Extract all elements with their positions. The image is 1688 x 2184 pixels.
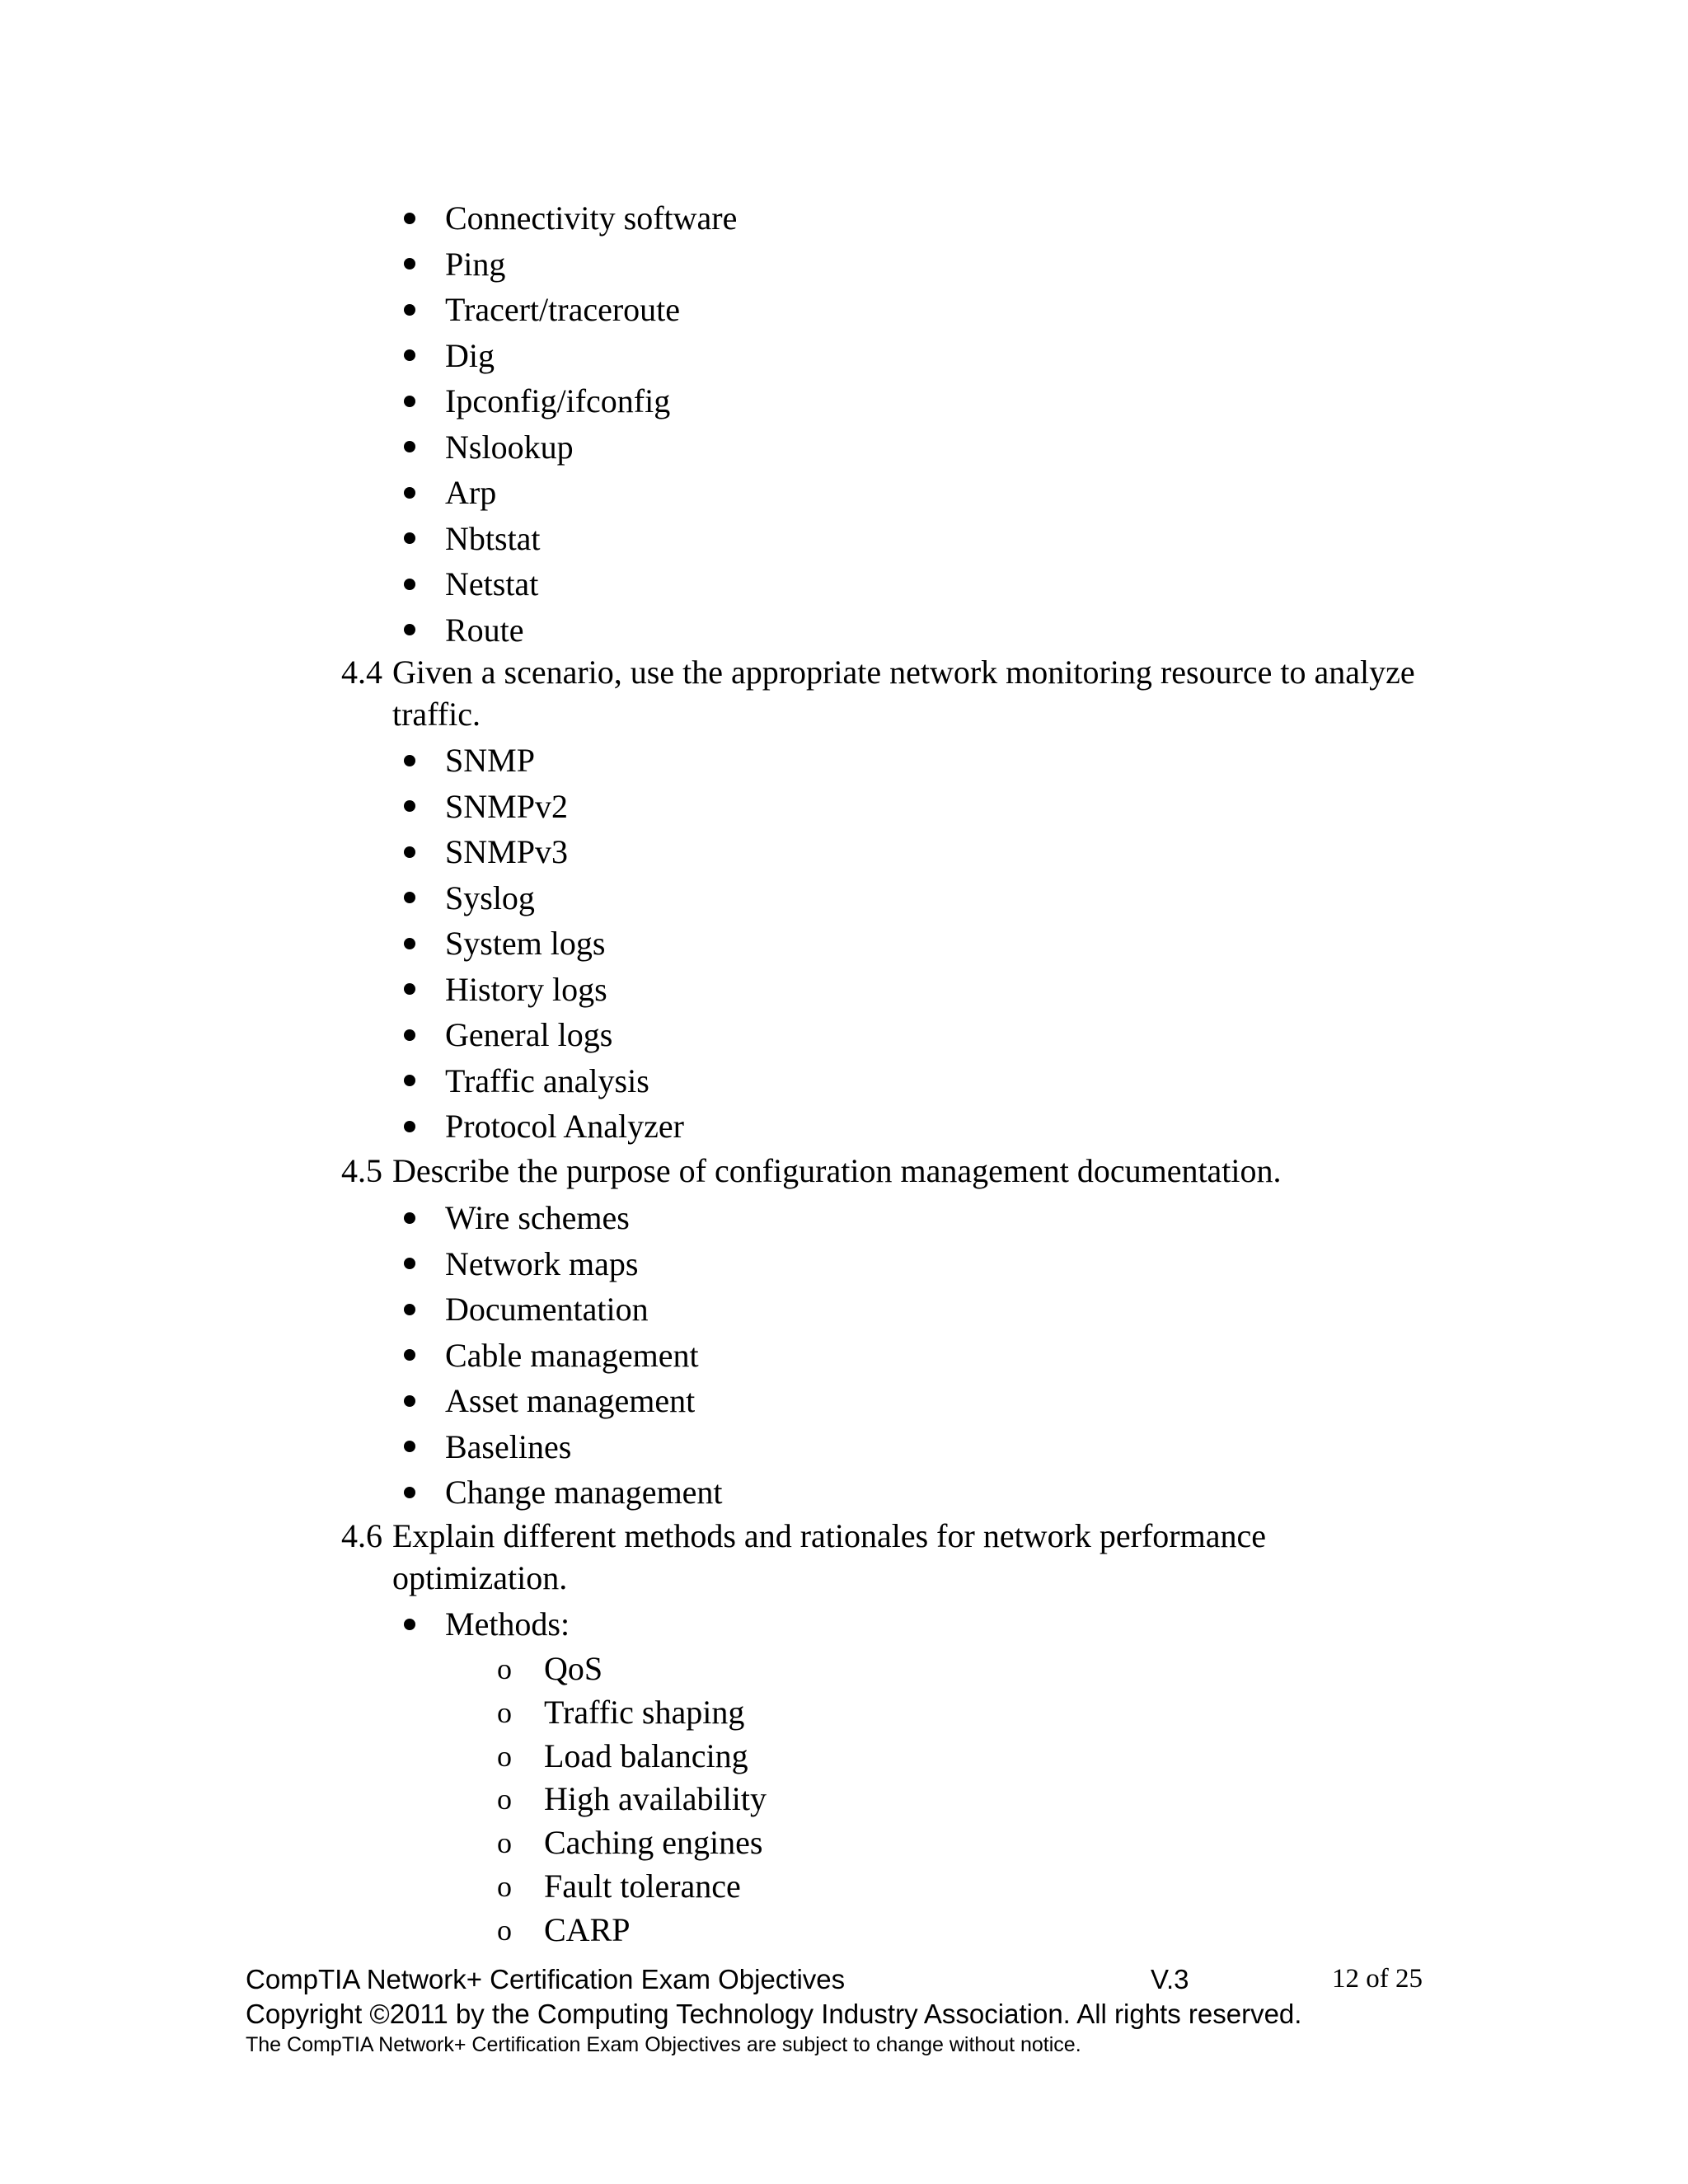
- list-item: Change management: [445, 1469, 723, 1516]
- circle-bullet-icon: o: [497, 1695, 512, 1729]
- list-item: Traffic analysis: [445, 1058, 684, 1104]
- list-item: Tracert/traceroute: [445, 287, 737, 333]
- list-item: Cable management: [445, 1333, 723, 1379]
- footer-notice: The CompTIA Network+ Certification Exam Objectives are subject to change without notice.: [246, 2033, 1081, 2056]
- sublist-item: o Fault tolerance: [544, 1865, 767, 1909]
- bullet-icon: [404, 755, 415, 766]
- bullet-icon: [404, 1029, 415, 1041]
- bullet-icon: [404, 441, 415, 452]
- list-item: Connectivity software: [445, 195, 737, 241]
- list-item: Asset management: [445, 1378, 723, 1424]
- bullet-icon: [404, 1487, 415, 1498]
- section-text: Explain different methods and rationales for network performance optimization.: [392, 1517, 1266, 1596]
- footer-copyright: Copyright ©2011 by the Computing Technology Industry Association. All rights reserved.: [246, 1999, 1302, 2029]
- section-4-4-heading: [341, 651, 1446, 735]
- circle-bullet-icon: o: [497, 1739, 512, 1773]
- bullet-icon: [404, 1395, 415, 1407]
- list-item: SNMP: [445, 738, 684, 784]
- methods-sublist: [497, 1647, 767, 1952]
- list-item: History logs: [445, 967, 684, 1013]
- sublist-item: o QoS: [544, 1647, 767, 1691]
- sublist-item: o Traffic shaping: [544, 1691, 767, 1735]
- bullet-icon: [404, 487, 415, 499]
- bullet-icon: [404, 1304, 415, 1315]
- section-text: Given a scenario, use the appropriate network monitoring resource to analyze traffic.: [392, 654, 1415, 733]
- bullet-icon: [404, 1619, 415, 1630]
- bullet-icon: [404, 983, 415, 995]
- bullet-icon: [404, 396, 415, 407]
- bullet-icon: [404, 892, 415, 903]
- footer-version: V.3: [1151, 1964, 1189, 1994]
- bullet-icon: [404, 1212, 415, 1224]
- tools-bullet-list: [445, 195, 737, 653]
- sublist-item: o Load balancing: [544, 1735, 767, 1779]
- list-item: Route: [445, 607, 737, 654]
- list-item: Syslog: [445, 875, 684, 921]
- bullet-icon: [404, 349, 415, 361]
- section-number: 4.4: [341, 654, 382, 691]
- list-item: Ping: [445, 241, 737, 288]
- bullet-icon: [404, 213, 415, 224]
- list-item: Methods:: [445, 1601, 570, 1647]
- bullet-icon: [404, 624, 415, 635]
- list-item: Documentation: [445, 1286, 723, 1333]
- bullet-icon: [404, 938, 415, 949]
- list-item: General logs: [445, 1012, 684, 1058]
- list-item: Nslookup: [445, 424, 737, 471]
- sublist-item: o High availability: [544, 1778, 767, 1821]
- list-item: Network maps: [445, 1241, 723, 1287]
- list-item: System logs: [445, 921, 684, 967]
- section-4-4-list: [445, 738, 684, 1150]
- section-4-6-heading: [341, 1515, 1446, 1599]
- sublist-item: o CARP: [544, 1909, 767, 1952]
- bullet-icon: [404, 304, 415, 316]
- bullet-icon: [404, 1258, 415, 1269]
- circle-bullet-icon: o: [497, 1913, 512, 1947]
- circle-bullet-icon: o: [497, 1826, 512, 1860]
- section-4-5-list: [445, 1195, 723, 1516]
- bullet-icon: [404, 800, 415, 812]
- list-item: Baselines: [445, 1424, 723, 1470]
- bullet-icon: [404, 1349, 415, 1361]
- bullet-icon: [404, 1121, 415, 1132]
- list-item: Protocol Analyzer: [445, 1104, 684, 1150]
- circle-bullet-icon: o: [497, 1869, 512, 1903]
- section-4-5-heading: [341, 1150, 1446, 1192]
- list-item: SNMPv3: [445, 829, 684, 875]
- section-number: 4.6: [341, 1517, 382, 1554]
- circle-bullet-icon: o: [497, 1783, 512, 1816]
- section-4-6-list: [445, 1601, 570, 1647]
- bullet-icon: [404, 258, 415, 269]
- bullet-icon: [404, 1441, 415, 1452]
- bullet-icon: [404, 532, 415, 544]
- list-item: Wire schemes: [445, 1195, 723, 1241]
- sublist-item: o Caching engines: [544, 1821, 767, 1865]
- page-footer: [246, 1964, 1441, 1999]
- list-item: Nbtstat: [445, 516, 737, 562]
- section-text: Describe the purpose of configuration management documentation.: [392, 1152, 1282, 1189]
- bullet-icon: [404, 846, 415, 858]
- list-item: Ipconfig/ifconfig: [445, 378, 737, 424]
- page-number: 12 of 25: [1332, 1964, 1423, 1994]
- list-item: Arp: [445, 470, 737, 516]
- bullet-icon: [404, 1075, 415, 1086]
- bullet-icon: [404, 579, 415, 590]
- circle-bullet-icon: o: [497, 1652, 512, 1685]
- section-number: 4.5: [341, 1152, 382, 1189]
- list-item: Netstat: [445, 561, 737, 607]
- list-item: Dig: [445, 333, 737, 379]
- footer-title: CompTIA Network+ Certification Exam Objectives: [246, 1964, 846, 1994]
- list-item: SNMPv2: [445, 784, 684, 830]
